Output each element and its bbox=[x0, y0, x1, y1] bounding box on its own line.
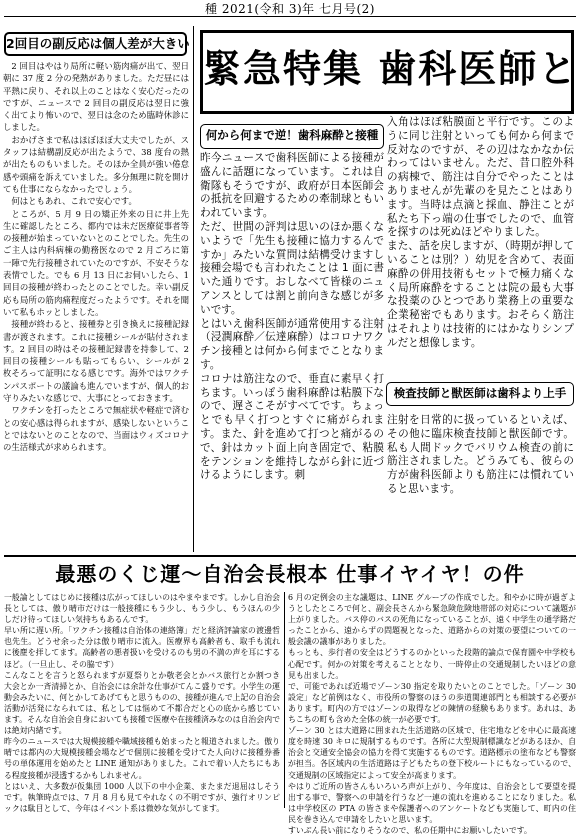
column1-paragraph: ワクチンを打ったところで無症状や軽症で済むとの安心感は得られますが、感染しないということではないとのことなので、当面はウィズコロナの生活様式が求められます。 bbox=[3, 405, 189, 453]
bottom-left-paragraph: 昨今のニュースでは大規模接種や職域接種も始まったと報道されました。傲り晴では都内の大規模接種会場などで個別に接種を受けてた人向けに接種券番号の単体運用を始めたと LINE 通知がありました。これで着い人たちにもある程度接種が浸透するかもしれません。 bbox=[4, 737, 280, 780]
bottom-right-paragraph: で、可能であれば近場でゾーン30 指定を取りたいとのことでした。「ゾーン 30 設定」など前例はなく、市役所の警察のほうの歩道関連部門とも相談する必要があります。町内の方ではゾーンの取得などの陳情の経験もあります。あれは、あちこちの町も含めた全体の統一が必要です。 bbox=[288, 681, 576, 725]
column3-body-bottom bbox=[387, 414, 574, 550]
feature-banner: 緊急特集 歯科医師と bbox=[200, 30, 574, 114]
page-header-title: 種 2021(令和 3)年 七月号(2) bbox=[205, 2, 375, 16]
column2-paragraph: 昨今ニュースで歯科医師による接種が盛んに話題になっています。これは自衛隊もそうですが、政府が日本医師会の抵抗を回避するための牽制球ともいわれています。 bbox=[200, 152, 384, 220]
bottom-right-paragraph: やはりご近所の皆さんもいろいろ声が上がり、今年度は、自治会として要望を提出する事で、警察への申請を行うなど一連の流れを進めることになりました。私は中学校区の PTA の皆さまや保護者へのアンケートなども実施して、町内の住民を巻き込んで申請をしたいと思います。 bbox=[288, 781, 576, 824]
column3-title: 検査技師と獣医師は歯科より上手 bbox=[386, 382, 574, 406]
column1-paragraph: ところが、5 月 9 日の矯正外来の日に井上先生に確認したところ、都内では未だ医療従事者等の接種が始まっていないとのことでした。先生のご主人は内科病棟の勤務医なので 2 月ごろに第一陣で先行接種されていたのですが、不安そうな表情でした。でも 6 月 13 日にお伺いしたら、1 回目の接種が終わったとのことでした。幸い副反応も局所の筋肉痛程度だったようです。それを聞いて私もホッとしました。 bbox=[3, 208, 189, 317]
column2-body bbox=[200, 152, 384, 548]
column3-body-top bbox=[387, 116, 574, 378]
bottom-left-paragraph: こんなことを言うと怒られますが夏祭りとか敬老会とかバス旅行とか割つき大会とか一斉清掃とか、自治会には余計な仕事がてんこ盛りです。小学生の運動会みたいに、何とかしてあげてもと思うものの、接種が進んで上記の自治会活動が活発になられては、私としては悩めて不都合だと心の底から感じています。そんな自治会自身においても接種で医療や在接種済みなのは自治会内では絶対内緒です。 bbox=[4, 670, 280, 736]
bottom-left-paragraph: とはいえ、大多数が仮集団 1000 人以下の中小企業、またまだ退屈はしそうです。執筆時点では、7 月 8 月も見てやれなくの不明ですが、強行オリンピックは駄目として、今年はイベント系は微妙な気がしてます。 bbox=[4, 781, 280, 813]
section-divider bbox=[4, 555, 576, 557]
bottom-right-paragraph: 6 月の定例会の主な議題は、LINE グループの作成でした。和やかに時が過ぎようとしたところで何と、副会長さんから緊急険危険地帯部の対応について議題が上がりました。バス停のバスの死角になっていることが、遠く中学生の通学路だったことから、遠からずの問題視となった、道路からの対策の要望についての一般会議の議事がありました。 bbox=[288, 593, 576, 647]
column3-paragraph: 注射を日常的に扱っているといえば、その他に臨床検査技師と獣医師です。私も人間ドックでバリウム検査の前に筋注されました。どうみても、彼らの方が歯科医師よりも筋注には慣れていると思います。 bbox=[387, 414, 574, 495]
top-divider bbox=[4, 16, 576, 17]
column1-paragraph: おかげさまで私はほぼほぼ大丈夫でしたが、スタッフは結構副反応が出たようで、38 度台の熱が出たものもいました。そのほか全員が強い倦怠感や頭痛を訴えていました。多分無理に院を開けても仕事にならなかったでしょう。 bbox=[3, 134, 189, 194]
bottom-right-column bbox=[288, 592, 576, 835]
column2-title: 何から何まで逆！歯科麻酔と接種 bbox=[200, 124, 384, 149]
bottom-left-paragraph: 早い所に遅い所。「ワクチン接種は自治体の連絡簿」だと経済評論家の渡邊哲也先生。どうせ余った分は傲り晴市に流入。医療界も高齢者も、取手も流れに後塵を拝してます。高齢者の悪者扱いを受けるのも男の不満の声を耳にするほど。（一旦止し、その脇です） bbox=[4, 626, 280, 669]
column2-paragraph: ただ、世間の評判は思いのほか悪くないようで「先生も接種に協力するんですか」みたいな質問は結構受けますし接種会場でも言われたことは 1 面に書いた通りです。おしなべて皆様のニュアンスとしては割と前向きな感じが多いです。 bbox=[200, 220, 384, 316]
bottom-right-paragraph: すいぶん長い前になりそうなので、私の任期中にお願いしたいです。 bbox=[288, 825, 532, 835]
column1-body bbox=[3, 60, 189, 552]
column2-paragraph: とはいえ歯科医師が通常使用する注射（浸潤麻酔／伝達麻酔）はコロナワクチン接種とは何から何までことなります。 bbox=[200, 317, 384, 371]
column1-paragraph: 何はともあれ、これで安心です。 bbox=[11, 196, 137, 207]
column3-paragraph: 入角はほぼ粘膜面と平行です。このように同じ注射といっても何から何まで反対なのですが、その辺はなかなか伝わってはいません。ただ、昔口腔外科の病棟で、筋注は自分でやったことはありませんが先輩のを見たことはあります。当時は点滴と採血、静注ことが私たち下っ端の仕事でしたので、血管を探すのは死ぬほどやりました。 bbox=[387, 116, 574, 239]
bottom-article-title: 最悪のくじ運〜自治会長根本 仕事イヤイヤ！の件 bbox=[55, 562, 525, 586]
header-rule bbox=[514, 2, 574, 17]
column2-paragraph: コロナは筋注なので、垂直に素早く打ちます。いっぽう歯科麻酔は粘膜下なので、遅さこそがすべてです。ちょっとでも早く打つとすぐに痛がられます。また、針を進めて打つと痛がるので、針はカット面上向き固定で、粘膜をテンションを維持しながら針に近づけるようにします。刺 bbox=[200, 372, 384, 482]
column1-paragraph: 2 回目はやはり局所に軽い筋肉痛が出て、翌日朝に 37 度 2 分の発熱がありました。ただ昼には平熱に戻り、それ以上のことはなく安心だったのですが、ニュースで 2 回目の副反応は翌日に強く出てより怖いので、翌日は念のため臨時休診にしました。 bbox=[3, 61, 189, 133]
bottom-right-paragraph: もっとも、歩行者の安全はどうするのかといった段階的論点で保育園や中学校も心配です。何かの対策を考えることとなり、一時停止の交通規制したいほどの意見も出ました。 bbox=[288, 648, 576, 680]
column-divider bbox=[193, 26, 194, 552]
bottom-left-column bbox=[4, 592, 280, 813]
column3-paragraph: また、話を戻しますが、（時期が押していることは別？）幼児を含めて、表面麻酔の併用技術もセットで極力痛くなく局所麻酔をすることは院の最も大事な投薬のひとつであり業務上の重要な企業秘密でもあります。おそらく筋注はそれよりは技術的にはかなりシンプルだと想像します。 bbox=[387, 240, 574, 349]
bottom-left-paragraph: 一般論としてはじめに接種は広がってほしいのはやまやまです。しかし自治会長としては、傲り晴市だけは一般接種にもう少し、もう少し、もうほんの少しだけ待ってほしい気持ちもあるんです。 bbox=[4, 593, 280, 625]
bottom-right-paragraph: ゾーン 30 とは大道路に囲まれた生活道路の区域で、住宅地などを中心に最高速度を時速 30 キロに規制するものです。各所に大型規制標識などがあるほか、自治会と交通安全協会の協力を得て実施するものです。道路標示の塗布なども警察が担当。各区域内の生活道路は子どもたちの登下校ルートにもなっているので、交通規制の区域指定によって安全が高まります。 bbox=[288, 726, 576, 780]
column1-title: 2回目の副反応は個人差が大きい bbox=[4, 32, 187, 56]
bottom-column-divider bbox=[284, 592, 285, 808]
column1-paragraph: 接種が終わると、接種券と引き換えに接種記録書が渡されます。これに接種シールが貼付されます。2 回目の時はその接種記録書を持参して、2 回目の接種シールも貼ってもらい、シールが 2 枚そろって証明になる感じです。海外ではワクチンパスポートの議論も進んでいますが、個人的お守りみたいな感じで、大事にとっておきます。 bbox=[3, 319, 189, 404]
